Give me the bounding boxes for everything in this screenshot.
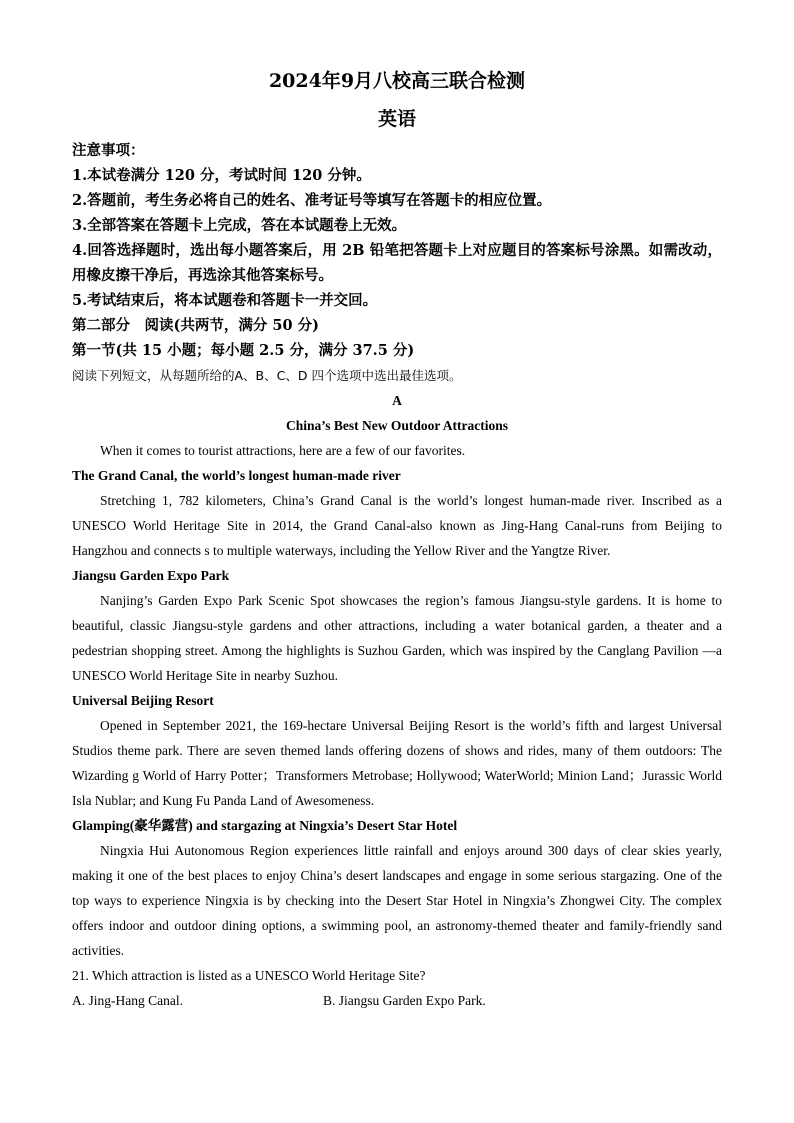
notice-heading: 注意事项： xyxy=(72,142,145,159)
question-stem: 21. Which attraction is listed as a UNESCO World Heritage Site? xyxy=(72,968,426,983)
section-heading: Jiangsu Garden Expo Park xyxy=(72,568,230,583)
section-instruction: 阅读下列短文，从每题所给的A、B、C、D 四个选项中选出最佳选项。 xyxy=(72,368,462,383)
notice-item: 4.回答选择题时，选出每小题答案后，用 2B 铅笔把答题卡上对应题目的答案标号涂黑。如需改动，用橡皮擦干净后，再选涂其他答案标号。 xyxy=(72,242,722,284)
exam-title: 2024年9月八校高三联合检测 xyxy=(268,70,526,92)
section-text: Stretching 1, 782 kilometers, China’s Grand Canal is the world’s longest human-made river. Inscribed as a UNESCO World Heritage Site in 2014, the Grand Canal-also known as Jing-Hang Canal-runs from Beijing to Hangzhou and connects s to multiple waterways, including the Yellow River and the Yangtze River. xyxy=(72,493,722,558)
section-heading: Glamping(豪华露营) and stargazing at Ningxia’s Desert Star Hotel xyxy=(72,818,458,833)
passage-label: A xyxy=(392,393,402,408)
section-text: Nanjing’s Garden Expo Park Scenic Spot showcases the region’s famous Jiangsu-style gardens. It is home to beautiful, classic Jiangsu-style gardens and other attractions, including a water botanical garden, a theater and a pedestrian shopping street. Among the highlights is Suzhou Garden, which was inspired by the Canglang Pavilion —a UNESCO World Heritage Site in nearby Suzhou. xyxy=(72,593,722,683)
section-heading: The Grand Canal, the world’s longest human-made river xyxy=(72,468,401,483)
option-a: A. Jing-Hang Canal. xyxy=(72,993,183,1008)
notice-item: 1.本试卷满分 120 分，考试时间 120 分钟。 xyxy=(72,167,371,184)
section-part: 第二部分 阅读(共两节，满分 50 分) xyxy=(72,317,319,334)
exam-page xyxy=(72,66,722,1013)
question-options xyxy=(72,988,722,1013)
section-sub: 第一节(共 15 小题；每小题 2.5 分，满分 37.5 分) xyxy=(72,342,415,359)
section-heading: Universal Beijing Resort xyxy=(72,693,214,708)
section-text: Opened in September 2021, the 169-hectare Universal Beijing Resort is the world’s fifth and largest Universal Studios theme park. There are seven themed lands offering dozens of shows and rides, many of them outdoors: The Wizarding g World of Harry Potter；Transformers Metrobase; Hollywood; WaterWorld; Minion Land；Jurassic World Isla Nublar; and Kung Fu Panda Land of Awesomeness. xyxy=(72,718,722,808)
notice-block xyxy=(72,138,722,363)
notice-item: 2.答题前，考生务必将自己的姓名、准考证号等填写在答题卡的相应位置。 xyxy=(72,192,552,209)
passage-intro: When it comes to tourist attractions, here are a few of our favorites. xyxy=(100,443,466,458)
subject-title: 英语 xyxy=(377,108,416,130)
option-b: B. Jiangsu Garden Expo Park. xyxy=(323,993,486,1008)
notice-item: 5.考试结束后，将本试题卷和答题卡一并交回。 xyxy=(72,292,378,309)
notice-item: 3.全部答案在答题卡上完成，答在本试题卷上无效。 xyxy=(72,217,407,234)
passage-title: China’s Best New Outdoor Attractions xyxy=(286,418,508,433)
section-text: Ningxia Hui Autonomous Region experiences little rainfall and enjoys around 300 days of clear skies yearly, making it one of the best places to enjoy China’s desert landscapes and engage in some serious stargazing. One of the top ways to experience Ningxia is by checking into the Desert Star Hotel in Ningxia’s Zhongwei City. The complex offers indoor and outdoor dining options, a swimming pool, an astronomy-themed theater and family-friendly sand activities. xyxy=(72,843,722,958)
